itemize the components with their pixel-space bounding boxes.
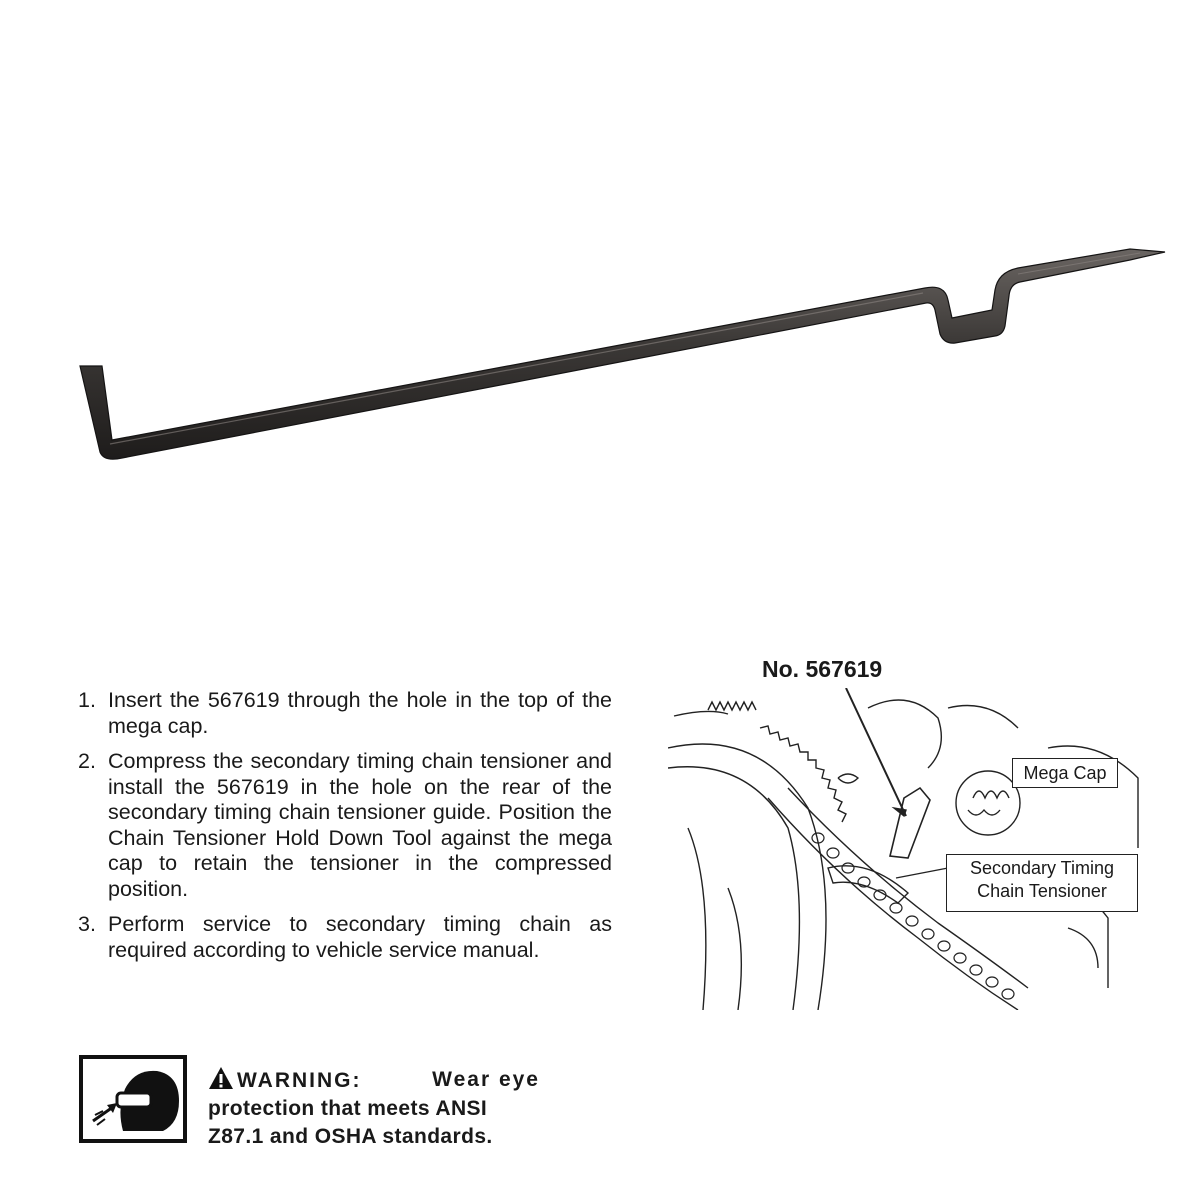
warning-label: WARNING: (237, 1069, 362, 1092)
warning-line: protection that meets ANSI (208, 1097, 488, 1120)
warning-text: Wear eye (432, 1068, 540, 1091)
instruction-list (78, 688, 612, 973)
warning-triangle-icon (208, 1066, 234, 1090)
step-text: Insert the 567619 through the hole in the top of the mega cap. (108, 688, 612, 738)
step-text: Compress the secondary timing chain tensioner and install the 567619 in the hole on the rear of the secondary timing chain tensioner guide. Position the Chain Tensioner Hold Down Tool against the mega cap to retain the tensioner in the compressed position. (108, 749, 612, 901)
instruction-step (78, 749, 612, 902)
tensioner-callout-line: Secondary Timing (969, 858, 1115, 878)
instruction-step (78, 688, 612, 739)
hold-down-tool-shape (80, 249, 1165, 459)
step-number: 2. (78, 749, 96, 773)
step-number: 1. (78, 688, 96, 712)
tensioner-callout-line: Chain Tensioner (977, 881, 1107, 901)
mega-cap-callout: Mega Cap (1012, 758, 1118, 788)
warning-line: Z87.1 and OSHA standards. (208, 1125, 493, 1148)
instruction-step (78, 912, 612, 963)
installation-diagram (668, 688, 1152, 1010)
step-number: 3. (78, 912, 96, 936)
tool-photo (0, 0, 1200, 560)
step-text: Perform service to secondary timing chain as required according to vehicle service manual. (108, 912, 612, 962)
part-number-label: No. 567619 (762, 656, 883, 682)
eye-protection-icon (79, 1055, 187, 1143)
warning-line (208, 1066, 540, 1095)
tensioner-callout (946, 854, 1138, 912)
warning-notice (208, 1066, 540, 1151)
